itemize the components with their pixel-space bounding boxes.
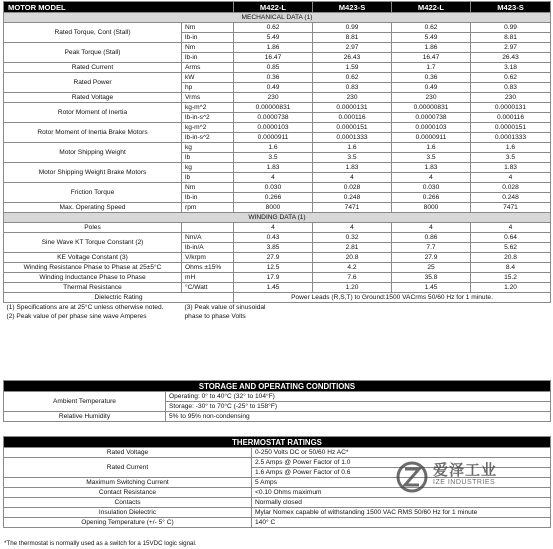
spec-value: 8000 xyxy=(234,203,313,213)
note-3b: phase to phase Volts xyxy=(184,312,246,320)
notes-left xyxy=(4,303,182,323)
spec-value: 0.0000131 xyxy=(313,103,392,113)
spec-value: 7.7 xyxy=(392,243,471,253)
spec-value: 230 xyxy=(234,93,313,103)
spec-value: 0.0000738 xyxy=(234,113,313,123)
thermostat-title: THERMOSTAT RATINGS xyxy=(4,437,551,448)
motor-spec-table xyxy=(3,1,551,323)
spec-value: 0.0000151 xyxy=(313,123,392,133)
spec-label: Max. Operating Speed xyxy=(4,203,182,213)
mechanical-data-title-row xyxy=(4,13,551,23)
spec-row xyxy=(4,223,551,233)
spec-unit: lb xyxy=(182,153,234,163)
mechanical-data-title: MECHANICAL DATA (1) xyxy=(4,13,551,23)
spec-unit: Arms xyxy=(182,63,234,73)
spec-value: 16.47 xyxy=(392,53,471,63)
rated-voltage-value: 0-250 Volts DC or 50/60 Hz AC* xyxy=(252,448,551,458)
spec-label: Thermal Resistance xyxy=(4,283,182,293)
spec-value: 2.97 xyxy=(471,43,551,53)
spec-value: 1.59 xyxy=(313,63,392,73)
model-col-1: M422-L xyxy=(234,2,313,13)
spec-value: 0.0000911 xyxy=(234,133,313,143)
spec-value: 1.86 xyxy=(234,43,313,53)
spec-row xyxy=(4,43,551,53)
spec-value: 8.81 xyxy=(313,33,392,43)
model-header-row xyxy=(4,2,551,13)
spec-value: 0.266 xyxy=(392,193,471,203)
spec-value: 0.030 xyxy=(234,183,313,193)
spec-value: 0.00000831 xyxy=(392,103,471,113)
spec-value: 8.4 xyxy=(471,263,551,273)
spec-value: 0.83 xyxy=(313,83,392,93)
spec-label: Friction Torque xyxy=(4,183,182,203)
spec-value: 1.6 xyxy=(392,143,471,153)
spec-unit: V/krpm xyxy=(182,253,234,263)
spec-label: Winding Resistance Phase to Phase at 25±5°C xyxy=(4,263,182,273)
spec-value: 0.86 xyxy=(392,233,471,243)
winding-data-title-row xyxy=(4,213,551,223)
spec-unit: kg-m^2 xyxy=(182,103,234,113)
ize-industries-watermark xyxy=(395,459,535,495)
spec-value: 230 xyxy=(392,93,471,103)
dielectric-row xyxy=(4,293,551,303)
motor-model-label: MOTOR MODEL xyxy=(4,2,234,13)
spec-value: 7471 xyxy=(471,203,551,213)
spec-value: 12.5 xyxy=(234,263,313,273)
spec-unit: lb xyxy=(182,173,234,183)
spec-value: 1.83 xyxy=(313,163,392,173)
spec-label: Rotor Moment of Inertia xyxy=(4,103,182,123)
spec-row xyxy=(4,163,551,173)
spec-value: 0.00000831 xyxy=(234,103,313,113)
rated-current-value-1: 2.5 Amps @ Power Factor of 1.0 xyxy=(252,458,551,468)
spec-row xyxy=(4,283,551,293)
spec-value: 1.6 xyxy=(234,143,313,153)
spec-unit: lb-in-s^2 xyxy=(182,133,234,143)
spec-value: 0.028 xyxy=(471,183,551,193)
spec-value: 3.5 xyxy=(313,153,392,163)
spec-value: 1.20 xyxy=(313,283,392,293)
spec-unit: kg xyxy=(182,163,234,173)
note-1: (1) Specifications are at 25°C unless otherwise noted. xyxy=(6,304,164,311)
spec-row xyxy=(4,273,551,283)
notes-row xyxy=(4,303,551,323)
note-2: (2) Peak value of per phase sine wave Amperes xyxy=(6,312,147,320)
spec-unit: Vrms xyxy=(182,93,234,103)
spec-value: 3.5 xyxy=(234,153,313,163)
spec-value: 17.9 xyxy=(234,273,313,283)
spec-value: 0.62 xyxy=(313,73,392,83)
insulation-value: Mylar Nomex capable of withstanding 1500 VAC RMS 50/60 Hz for 1 minute xyxy=(252,508,551,518)
spec-value: 1.20 xyxy=(471,283,551,293)
spec-unit: Nm/A xyxy=(182,233,234,243)
spec-value: 4 xyxy=(234,223,313,233)
spec-value: 0.000116 xyxy=(471,113,551,123)
spec-unit xyxy=(182,223,234,233)
spec-value: 0.0000911 xyxy=(392,133,471,143)
spec-label: KE Voltage Constant (3) xyxy=(4,253,182,263)
humidity-value: 5% to 95% non-condensing xyxy=(166,412,551,422)
spec-unit: rpm xyxy=(182,203,234,213)
spec-value: 2.97 xyxy=(313,43,392,53)
spec-label: Rotor Moment of Inertia Brake Motors xyxy=(4,123,182,143)
spec-row xyxy=(4,263,551,273)
spec-row xyxy=(4,23,551,33)
spec-label: Motor Shipping Weight xyxy=(4,143,182,163)
spec-value: 0.43 xyxy=(234,233,313,243)
spec-row xyxy=(4,233,551,243)
spec-unit: mH xyxy=(182,273,234,283)
spec-value: 230 xyxy=(471,93,551,103)
model-col-4: M423-S xyxy=(471,2,551,13)
spec-value: 4 xyxy=(392,223,471,233)
spec-value: 1.83 xyxy=(471,163,551,173)
spec-value: 7.6 xyxy=(313,273,392,283)
dielectric-label: Dielectric Rating xyxy=(4,293,234,303)
spec-value: 4 xyxy=(471,173,551,183)
winding-data-title: WINDING DATA (1) xyxy=(4,213,551,223)
spec-value: 26.43 xyxy=(313,53,392,63)
spec-value: 0.000116 xyxy=(313,113,392,123)
spec-row xyxy=(4,93,551,103)
spec-value: 2.81 xyxy=(313,243,392,253)
spec-value: 20.8 xyxy=(313,253,392,263)
spec-value: 4 xyxy=(313,173,392,183)
spec-value: 3.18 xyxy=(471,63,551,73)
spec-row xyxy=(4,103,551,113)
spec-unit: lb-in xyxy=(182,53,234,63)
spec-value: 0.248 xyxy=(313,193,392,203)
spec-value: 8.81 xyxy=(471,33,551,43)
spec-value: 5.49 xyxy=(392,33,471,43)
spec-value: 1.83 xyxy=(234,163,313,173)
spec-value: 0.83 xyxy=(471,83,551,93)
contacts-value: Normally closed xyxy=(252,498,551,508)
opening-temp-value: 140° C xyxy=(252,518,551,528)
spec-value: 0.49 xyxy=(234,83,313,93)
notes-spacer xyxy=(313,303,551,323)
spec-label: Rated Torque, Cont (Stall) xyxy=(4,23,182,43)
spec-value: 1.6 xyxy=(313,143,392,153)
spec-value: 0.030 xyxy=(392,183,471,193)
notes-middle xyxy=(182,303,313,323)
max-switching-value: 5 Amps xyxy=(252,478,551,488)
spec-value: 3.5 xyxy=(392,153,471,163)
storage-conditions-table xyxy=(3,380,551,422)
spec-value: 3.85 xyxy=(234,243,313,253)
spec-unit: lb-in-s^2 xyxy=(182,113,234,123)
spec-value: 0.0000131 xyxy=(471,103,551,113)
spec-row xyxy=(4,123,551,133)
dielectric-value: Power Leads (R,S,T) to Ground:1500 VACrms 50/60 Hz for 1 minute. xyxy=(234,293,551,303)
spec-value: 4 xyxy=(471,223,551,233)
spec-value: 1.6 xyxy=(471,143,551,153)
spec-value: 3.5 xyxy=(471,153,551,163)
spec-value: 0.0000103 xyxy=(234,123,313,133)
spec-value: 0.62 xyxy=(471,73,551,83)
spec-label: Winding Inductance Phase to Phase xyxy=(4,273,182,283)
max-switching-label: Maximum Switching Current xyxy=(4,478,252,488)
spec-value: 0.49 xyxy=(392,83,471,93)
watermark-en-text: IZE INDUSTRIES xyxy=(433,479,496,486)
spec-value: 0.62 xyxy=(234,23,313,33)
spec-value: 27.9 xyxy=(392,253,471,263)
spec-row xyxy=(4,73,551,83)
spec-value: 27.9 xyxy=(234,253,313,263)
spec-value: 0.0000103 xyxy=(392,123,471,133)
spec-value: 0.0001333 xyxy=(471,133,551,143)
spec-unit: °C/Watt xyxy=(182,283,234,293)
spec-unit: Ohms ±15% xyxy=(182,263,234,273)
spec-value: 0.0000151 xyxy=(471,123,551,133)
spec-unit: kW xyxy=(182,73,234,83)
spec-label: Poles xyxy=(4,223,182,233)
spec-value: 0.36 xyxy=(234,73,313,83)
rated-current-label: Rated Current xyxy=(4,458,252,478)
spec-row xyxy=(4,143,551,153)
spec-value: 0.32 xyxy=(313,233,392,243)
spec-value: 0.0001333 xyxy=(313,133,392,143)
rated-voltage-label: Rated Voltage xyxy=(4,448,252,458)
spec-value: 16.47 xyxy=(234,53,313,63)
spec-value: 4 xyxy=(392,173,471,183)
insulation-label: Insulation Dielectric xyxy=(4,508,252,518)
ambient-temperature-label: Ambient Temperature xyxy=(4,392,166,412)
spec-value: 4 xyxy=(313,223,392,233)
spec-label: Sine Wave KT Torque Constant (2) xyxy=(4,233,182,253)
spec-value: 0.0000738 xyxy=(392,113,471,123)
spec-value: 26.43 xyxy=(471,53,551,63)
contact-resistance-value: <0.10 Ohms maximum xyxy=(252,488,551,498)
spec-row xyxy=(4,63,551,73)
ize-logo-icon xyxy=(395,460,429,494)
spec-value: 4.2 xyxy=(313,263,392,273)
spec-value: 0.266 xyxy=(234,193,313,203)
spec-value: 5.49 xyxy=(234,33,313,43)
spec-unit: Nm xyxy=(182,183,234,193)
spec-value: 7471 xyxy=(313,203,392,213)
spec-unit: lb-in xyxy=(182,193,234,203)
watermark-cn-text: 爱泽工业 xyxy=(433,461,498,479)
storage-title: STORAGE AND OPERATING CONDITIONS xyxy=(4,381,551,392)
spec-value: 1.83 xyxy=(392,163,471,173)
spec-value: 0.99 xyxy=(471,23,551,33)
spec-label: Motor Shipping Weight Brake Motors xyxy=(4,163,182,183)
ambient-operating-value: Operating: 0° to 40°C (32° to 104°F) xyxy=(166,392,551,402)
thermostat-footnote: *The thermostat is normally used as a switch for a 15VDC logic signal. xyxy=(4,540,197,547)
spec-value: 1.86 xyxy=(392,43,471,53)
opening-temp-label: Opening Temperature (+/- 5° C) xyxy=(4,518,252,528)
spec-row xyxy=(4,203,551,213)
spec-value: 15.2 xyxy=(471,273,551,283)
spec-unit: Nm xyxy=(182,23,234,33)
spec-value: 8000 xyxy=(392,203,471,213)
spec-value: 20.8 xyxy=(471,253,551,263)
spec-value: 0.248 xyxy=(471,193,551,203)
spec-value: 25 xyxy=(392,263,471,273)
spec-unit: lb-in xyxy=(182,33,234,43)
spec-value: 0.64 xyxy=(471,233,551,243)
rated-current-value-2: 1.6 Amps @ Power Factor of 0.6 xyxy=(252,468,551,478)
spec-row xyxy=(4,183,551,193)
spec-value: 0.62 xyxy=(392,23,471,33)
spec-value: 5.62 xyxy=(471,243,551,253)
spec-value: 230 xyxy=(313,93,392,103)
model-col-2: M423-S xyxy=(313,2,392,13)
humidity-label: Relative Humidity xyxy=(4,412,166,422)
ambient-storage-value: Storage: -30° to 70°C (-25° to 158°F) xyxy=(166,402,551,412)
spec-value: 1.7 xyxy=(392,63,471,73)
spec-label: Peak Torque (Stall) xyxy=(4,43,182,63)
spec-value: 0.99 xyxy=(313,23,392,33)
spec-unit: lb-in/A xyxy=(182,243,234,253)
spec-value: 0.028 xyxy=(313,183,392,193)
spec-row xyxy=(4,253,551,263)
spec-unit: Nm xyxy=(182,43,234,53)
spec-value: 0.36 xyxy=(392,73,471,83)
spec-unit: kg-m^2 xyxy=(182,123,234,133)
spec-value: 1.45 xyxy=(392,283,471,293)
spec-unit: hp xyxy=(182,83,234,93)
model-col-3: M422-L xyxy=(392,2,471,13)
spec-value: 1.45 xyxy=(234,283,313,293)
note-3a: (3) Peak value of sinusoidal xyxy=(184,304,266,311)
spec-value: 4 xyxy=(234,173,313,183)
spec-unit: kg xyxy=(182,143,234,153)
spec-label: Rated Current xyxy=(4,63,182,73)
spec-value: 0.85 xyxy=(234,63,313,73)
spec-label: Rated Power xyxy=(4,73,182,93)
contact-resistance-label: Contact Resistance xyxy=(4,488,252,498)
spec-value: 35.8 xyxy=(392,273,471,283)
contacts-label: Contacts xyxy=(4,498,252,508)
spec-label: Rated Voltage xyxy=(4,93,182,103)
